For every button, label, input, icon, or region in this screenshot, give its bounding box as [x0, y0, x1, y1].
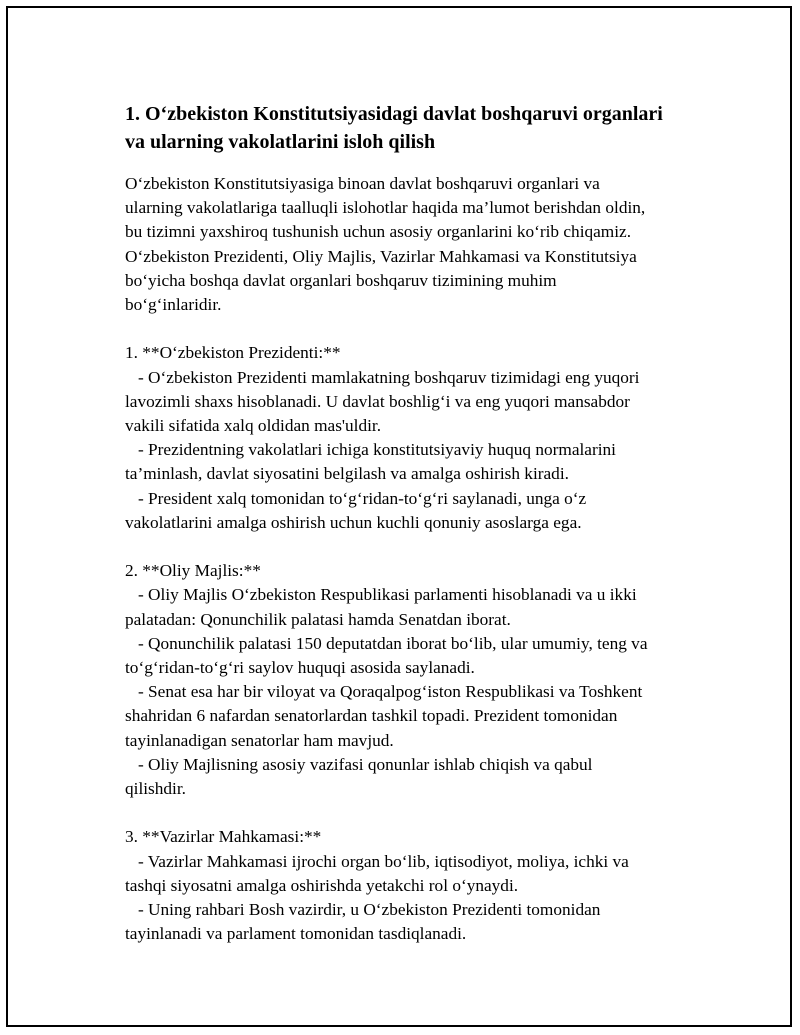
document-body: O‘zbekiston Konstitutsiyasiga binoan davlat boshqaruvi organlari va ularning vakolatlariga taalluqli islohotlar haqida ma’lumot berishdan oldin, bu tizimni yaxshiroq tushunish uchun asosiy organlarini ko‘rib chiqamiz. O‘zbekiston Prezidenti, Oliy Majlis, Vazirlar Mahkamasi va Konstitutsiya bo‘yicha boshqa davlat organlari boshqaruv tizimining muhim bo‘g‘inlaridir. 1. **O‘zbekiston Prezidenti:** - O‘zbekiston Prezidenti mamlakatning boshqaruv tizimidagi eng yuqori lavozimli shaxs hisoblanadi. U davlat boshlig‘i va eng yuqori mansabdor vakili sifatida xalq oldidan mas'uldir. - Prezidentning vakolatlari ichiga konstitutsiyaviy huquq normalarini ta’minlash, davlat siyosatini belgilash va amalga oshirish kiradi. - President xalq tomonidan to‘g‘ridan-to‘g‘ri saylanadi, unga o‘z vakolatlarini amalga oshirish uchun kuchli qonuniy asoslarga ega. 2. **Oliy Majlis:** - Oliy Majlis O‘zbekiston Respublikasi parlamenti hisoblanadi va u ikki palatadan: Qonunchilik palatasi hamda Senatdan iborat. - Qonunchilik palatasi 150 deputatdan iborat bo‘lib, ular umumiy, teng va to‘g‘ridan-to‘g‘ri saylov huquqi asosida saylanadi. - Senat esa har bir viloyat va Qoraqalpog‘iston Respublikasi va Toshkent shahridan 6 nafardan senatorlardan tashkil topadi. Prezident tomonidan tayinlanadigan senatorlar ham mavjud. - Oliy Majlisning asosiy vazifasi qonunlar ishlab chiqish va qabul qilishdir. 3. **Vazirlar Mahkamasi:** - Vazirlar Mahkamasi ijrochi organ bo‘lib, iqtisodiyot, moliya, ichki va tashqi siyosatni amalga oshirishda yetakchi rol o‘ynaydi. - Uning rahbari Bosh vazirdir, u O‘zbekiston Prezidenti tomonidan tayinlanadi va parlament tomonidan tasdiqlanadi.	[125, 174, 648, 944]
page-frame	[6, 6, 792, 1027]
document-content	[125, 100, 705, 947]
document-title: 1. O‘zbekiston Konstitutsiyasidagi davlat boshqaruvi organlari va ularning vakolatlarini isloh qilish	[125, 103, 663, 153]
